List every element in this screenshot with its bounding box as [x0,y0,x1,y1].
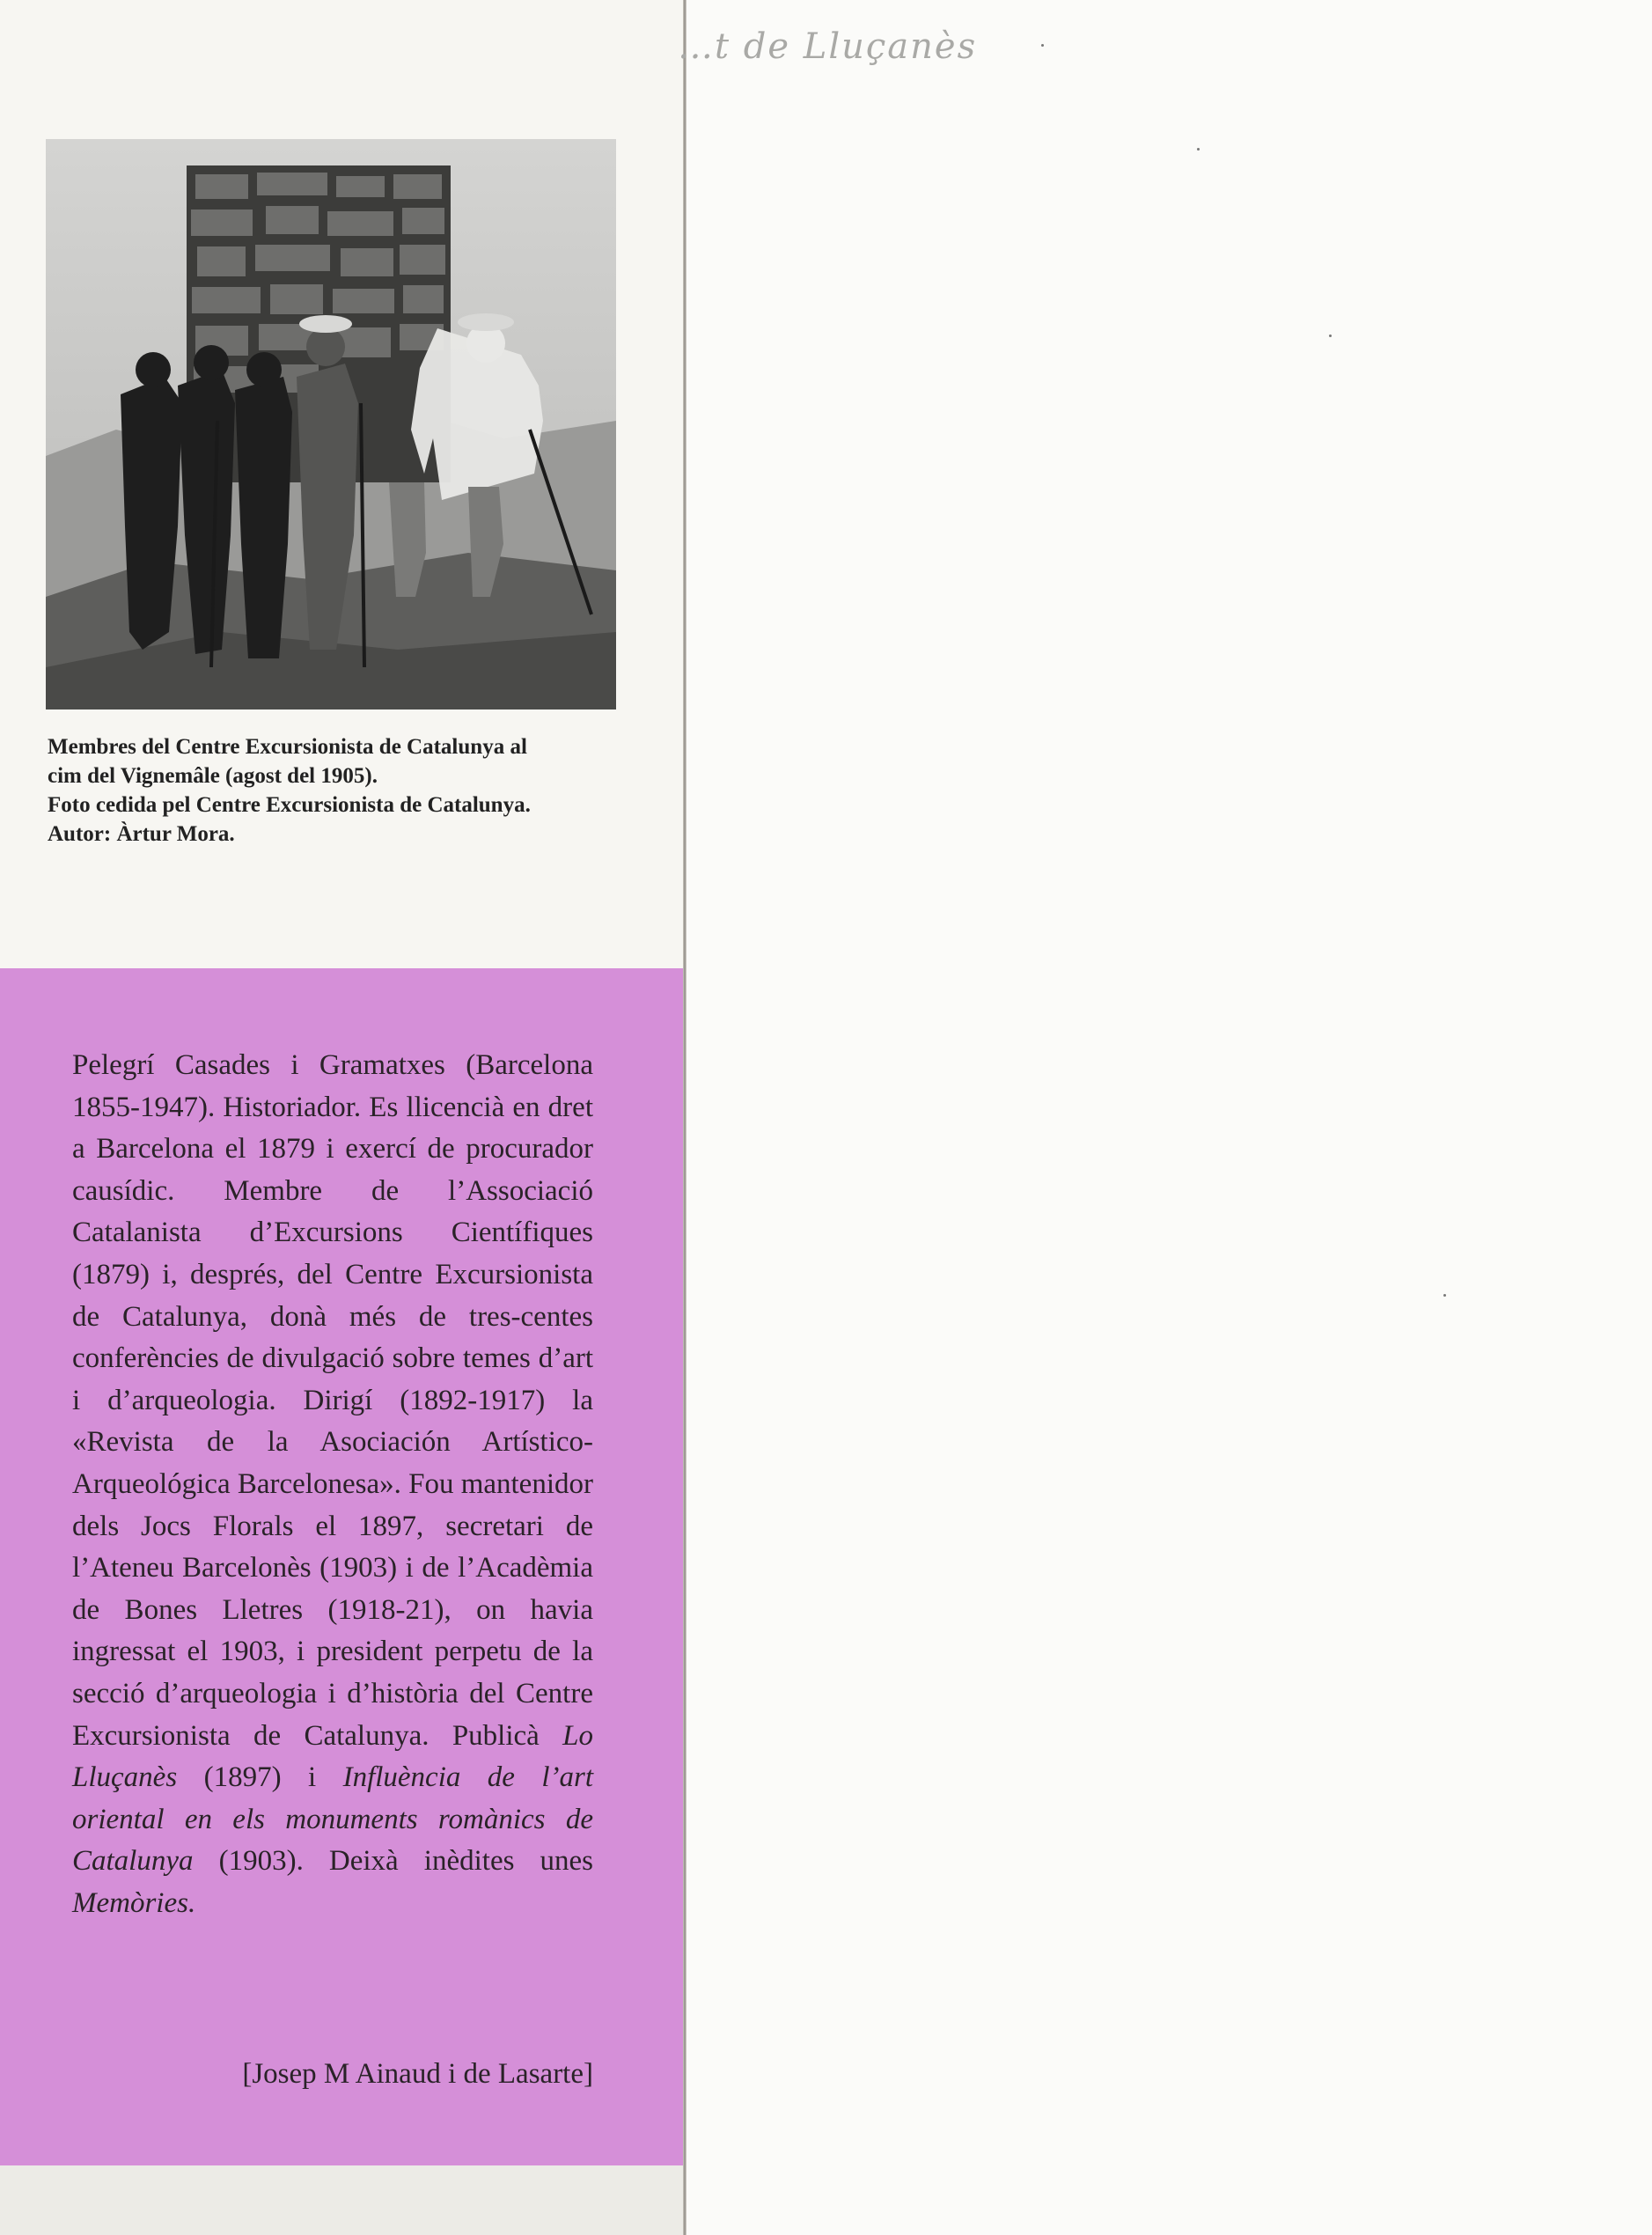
bio-body: (1903). Deixà inèdites unes [218,1845,594,1878]
right-page-blank [686,0,1652,2235]
bio-body: Pelegrí Casades i Gramatxes (Barcelona 1855-1947). Historiador. Es llicencià en dret a Barcelona el 1879 i exercí de procurador causídic. Membre de l’Associació Catalanista d’Excursions Científiques (1879) i, després, del Centre Excursionista de Catalunya, donà més de tres-centes conferències de divulgació sobre temes d’art i d’arqueologia. Dirigí (1892-1917) la «Revista de la Asociación Artístico-Arqueológica Barcelonesa». Fou mantenidor dels Jocs Florals el 1897, secretari de l’Ateneu Barcelonès (1903) i de l’Acadèmia de Bones Lletres (1918-21), on havia ingressat el 1903, i president perpetu de la secció d’arqueologia i d’història del Centre Excursionista de Catalunya. Publicà [72,1049,593,1752]
work-title: Memòries. [72,1886,196,1919]
caption-line: Membres del Centre Excursionista de Catalunya al [48,735,527,759]
caption-line: Foto cedida pel Centre Excursionista de Catalunya. [48,793,531,817]
speck [1329,335,1332,337]
page-fold [683,0,686,2235]
work-title: Influència de l’art oriental en els monuments romànics de Catalunya [72,1761,594,1878]
biography-author: [Josep M Ainaud i de Lasarte] [242,2058,593,2090]
caption-line: cim del Vignemâle (agost del 1905). [48,764,378,788]
pencil-handwriting: …t de Lluçanès [678,26,978,67]
page-bottom-edge [0,2157,685,2235]
speck [1041,44,1044,47]
speck [1197,148,1200,151]
caption-line: Autor: Àrtur Mora. [48,822,235,846]
biography-text [72,1045,593,1924]
speck [1443,1294,1446,1297]
photo-caption [48,732,628,849]
work-title: Lo Lluçanès [72,1719,593,1794]
bio-body: (1897) i [203,1761,317,1794]
summit-photograph [46,139,616,709]
